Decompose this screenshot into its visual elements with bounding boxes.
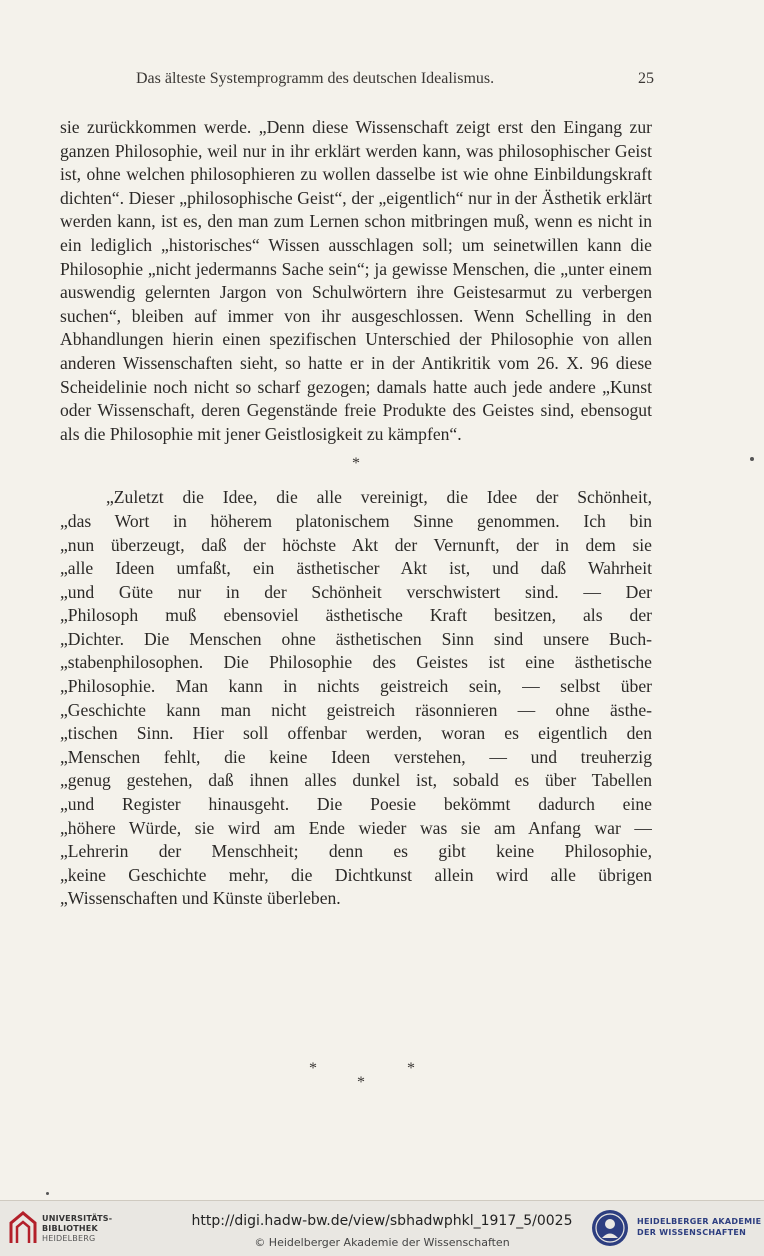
academy-name <box>637 1216 761 1238</box>
quotation-line: „genug gestehen, daß ihnen alles dunkel ist, sobald es über Tabellen <box>60 770 652 791</box>
quotation-line: „und Güte nur in der Schönheit verschwistert sind. — Der <box>60 581 652 602</box>
academy-line: HEIDELBERGER AKADEMIE <box>637 1217 762 1226</box>
page-body <box>60 116 652 911</box>
quotation-line: „stabenphilosophen. Die Philosophie des Geistes ist eine ästhetische <box>60 652 652 673</box>
quotation-line: „das Wort in höherem platonischem Sinne genommen. Ich bin <box>60 510 652 531</box>
page-number: 25 <box>638 70 654 87</box>
university-line: UNIVERSITÄTS- <box>42 1214 113 1223</box>
viewer-footer <box>0 1200 764 1256</box>
quotation-line: „alle Ideen umfaßt, ein ästhetischer Akt ist, und daß Wahrheit <box>60 558 652 579</box>
quotation-line: „Philosophie. Man kann in nichts geistreich sein, — selbst über <box>60 676 652 697</box>
university-line: BIBLIOTHEK <box>42 1224 98 1233</box>
quotation-line: „Geschichte kann man nicht geistreich räsonnieren — ohne ästhe- <box>60 699 652 720</box>
quotation-line: „Wissenschaften und Künste überleben. <box>60 888 341 909</box>
asterisk: * <box>407 1060 415 1077</box>
scan-speck <box>46 1192 49 1195</box>
quotation-line: „und Register hinausgeht. Die Poesie bekömmt dadurch eine <box>60 794 652 815</box>
quotation-block <box>60 486 652 911</box>
running-head-title: Das älteste Systemprogramm des deutschen Idealismus. <box>136 70 495 87</box>
university-line: HEIDELBERG <box>42 1234 96 1243</box>
paragraph: sie zurückkommen werde. „Denn diese Wissenschaft zeigt erst den Eingang zur ganzen Philosophie, weil nur in ihr erklärt werden kann, was philosophischer Geist ist, ohne welchen philosophieren zu wollen dasselbe ist wie ohne Einbildungskraft dichten“. Dieser „philosophische Geist“, der „eigentlich“ nur in der Ästhetik erklärt werden kann, ist es, den man zum Lernen schon mitbringen muß, wenn es nicht in ein lediglich „historisches“ Wissen ausschlagen soll; um seinetwillen kann die Philosophie „nicht jedermanns Sache sein“; ja gewisse Menschen, die „unter einem auswendig gelernten Jargon von Schulwörtern ihre Geistesarmut zu verbergen suchen“, bleiben auf immer von ihr ausgeschlossen. Wenn Schelling in den Abhandlungen hierin einen spezifischen Unterschied der Philosophie von allen anderen Wissenschaften sieht, so hatte er in der Antikritik vom 26. X. 96 diese Scheidelinie noch nicht so scharf gezogen; damals hatte auch jede andere „Kunst oder Wissenschaft, deren Gegenstände freie Produkte des Geistes sind, ebensogut als die Philosophie mit jener Geistlosigkeit zu kämpfen“. <box>60 117 652 444</box>
academy-seal-icon[interactable] <box>590 1207 630 1249</box>
closing-asterisks <box>0 1060 764 1100</box>
quotation-line: „Lehrerin der Menschheit; denn es gibt keine Philosophie, <box>60 841 652 862</box>
quotation-line: „nun überzeugt, daß der höchste Akt der Vernunft, der in dem sie <box>60 534 652 555</box>
quotation-line: „Menschen fehlt, die keine Ideen verstehen, — und treuherzig <box>60 746 652 767</box>
copyright-notice: © Heidelberger Akademie der Wissenschaften <box>254 1236 510 1249</box>
permalink-url[interactable]: http://digi.hadw-bw.de/view/sbhadwphkl_1917_5/0025 <box>191 1213 573 1229</box>
asterisk: * <box>309 1060 317 1077</box>
quotation-line: „Zuletzt die Idee, die alle vereinigt, die Idee der Schönheit, <box>106 487 652 508</box>
quotation-line: „Philosoph muß ebensoviel ästhetische Kraft besitzen, als der <box>60 605 652 626</box>
quotation-line: „tischen Sinn. Hier soll offenbar werden, woran es eigentlich den <box>60 723 652 744</box>
quotation-line: „höhere Würde, sie wird am Ende wieder was sie am Anfang war — <box>60 817 652 838</box>
quotation-line: „keine Geschichte mehr, die Dichtkunst allein wird alle übrigen <box>60 864 652 885</box>
academy-line: DER WISSENSCHAFTEN <box>637 1228 747 1237</box>
quotation-line: „Dichter. Die Menschen ohne ästhetischen Sinn sind unsere Buch- <box>60 628 652 649</box>
section-separator: * <box>352 455 360 473</box>
scan-speck <box>750 457 754 461</box>
asterisk: * <box>357 1074 365 1091</box>
